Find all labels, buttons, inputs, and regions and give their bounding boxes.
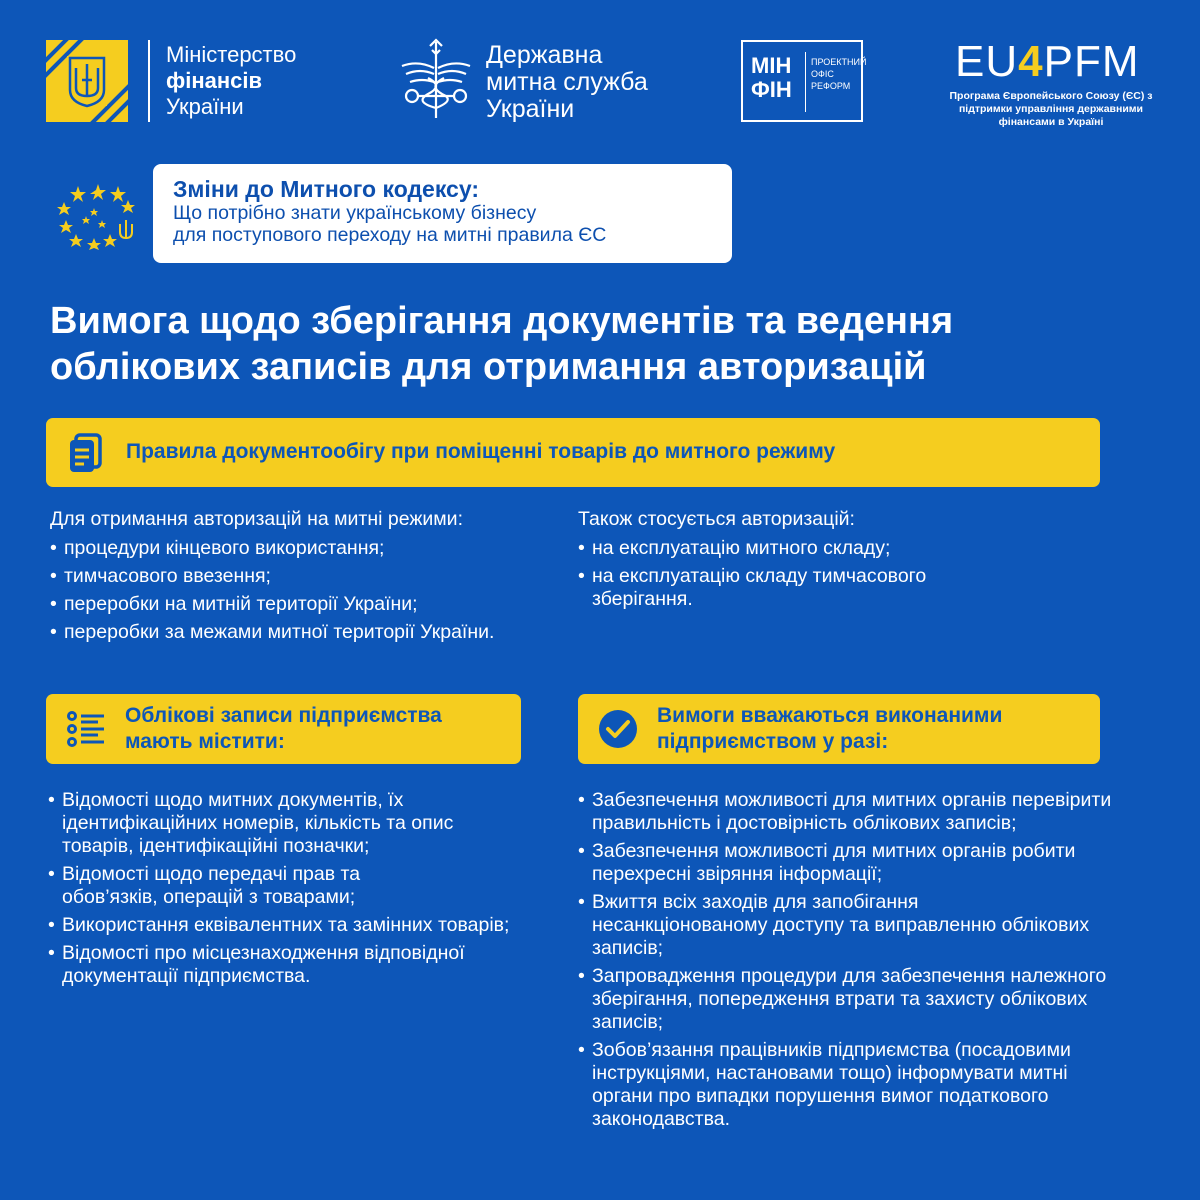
minfin-line2: фінансів bbox=[166, 68, 263, 93]
customs-logo-text bbox=[486, 42, 648, 123]
reform-office-small3: РЕФОРМ bbox=[811, 81, 851, 91]
section3-heading bbox=[657, 703, 1002, 755]
section2-list bbox=[48, 789, 528, 988]
section2-heading bbox=[125, 703, 442, 755]
section3-heading-line1: Вимоги вважаються виконаними bbox=[657, 704, 1003, 727]
reform-office-divider bbox=[805, 52, 806, 112]
section3-list bbox=[578, 789, 1153, 1131]
list-item: • переробки за межами митної території України. bbox=[50, 621, 504, 644]
list-item: • переробки на митній території України; bbox=[50, 593, 550, 616]
list-item: • Зобов’язання працівників підприємства (посадовими інструкціями, настановами тощо) інформувати митні органи про випадки порушення вимог податкового законодавства. bbox=[578, 1039, 1132, 1131]
list-item: • Запровадження процедури для забезпечення належного зберігання, попередження втрати та захисту облікових записів; bbox=[578, 965, 1153, 1034]
eu4pfm-part3: PFM bbox=[1043, 37, 1140, 86]
list-item: • Відомості щодо передачі прав та обов’язків, операцій з товарами; bbox=[48, 863, 422, 909]
list-item: • на експлуатацію митного складу; bbox=[578, 537, 1048, 560]
minfin-line3: України bbox=[166, 94, 244, 119]
list-item: • на експлуатацію складу тимчасового зберігання. bbox=[578, 565, 1012, 611]
reform-office-big2: ФІН bbox=[751, 77, 792, 102]
section1-heading: Правила документообігу при поміщенні товарів до митного режиму bbox=[126, 440, 836, 463]
section1-right-list bbox=[578, 537, 1048, 611]
customs-line3: України bbox=[486, 95, 575, 123]
minfin-logo-emblem bbox=[46, 40, 128, 122]
minfin-divider bbox=[148, 40, 150, 122]
list-item: • Відомості щодо митних документів, їх ідентифікаційних номерів, кількість та опис товарів, ідентифікаційні позначки; bbox=[48, 789, 528, 858]
list-item: • Забезпечення можливості для митних органів робити перехресні звіряння інформації; bbox=[578, 840, 1112, 886]
list-item: • Вжиття всіх заходів для запобігання несанкціонованому доступу та виправленню облікових записів; bbox=[578, 891, 1092, 960]
eu-stars-icon bbox=[56, 180, 146, 250]
section2-heading-bar bbox=[46, 694, 521, 764]
reform-office-small2: ОФІС bbox=[811, 69, 834, 79]
section1-heading-bar bbox=[46, 418, 1100, 487]
list-item: • Використання еквівалентних та замінних товарів; bbox=[48, 914, 528, 937]
eu4pfm-caption: Програма Європейського Союзу (ЄС) з підтримки управління державними фінансами в Україні bbox=[949, 90, 1153, 128]
intro-line2: для поступового переходу на митні правила ЄС bbox=[173, 224, 607, 246]
intro-title: Зміни до Митного кодексу: bbox=[173, 176, 479, 202]
section3-heading-bar bbox=[578, 694, 1100, 764]
eu4pfm-part2: 4 bbox=[1018, 37, 1044, 86]
reform-office-caption bbox=[811, 56, 866, 92]
checklist-icon bbox=[64, 707, 108, 751]
section2-heading-line1: Облікові записи підприємства bbox=[125, 704, 442, 727]
minfin-logo-text bbox=[166, 42, 296, 120]
section3-heading-line2: підприємством у разі: bbox=[657, 730, 889, 753]
customs-line1: Державна bbox=[486, 41, 603, 69]
eu4pfm-logo bbox=[955, 37, 1140, 86]
section1-left-list bbox=[50, 537, 550, 644]
list-item: • процедури кінцевого використання; bbox=[50, 537, 550, 560]
list-item: • тимчасового ввезення; bbox=[50, 565, 550, 588]
page-title-line1: Вимога щодо зберігання документів та ведення bbox=[50, 300, 954, 342]
section2-list-column bbox=[48, 789, 528, 993]
trident-icon bbox=[46, 40, 128, 122]
list-item: • Відомості про місцезнаходження відповідної документації підприємства. bbox=[48, 942, 512, 988]
section1-left-lead: Для отримання авторизацій на митні режими: bbox=[50, 508, 463, 530]
reform-office-small1: ПРОЕКТНИЙ bbox=[811, 57, 867, 67]
intro-card bbox=[153, 164, 732, 263]
section1-right-column bbox=[578, 508, 1048, 616]
page-title-line2: облікових записів для отримання авторизацій bbox=[50, 346, 927, 388]
eu4pfm-part1: EU bbox=[955, 37, 1019, 86]
check-circle-icon bbox=[596, 707, 640, 751]
section3-list-column bbox=[578, 789, 1153, 1136]
customs-line2: митна служба bbox=[486, 68, 648, 96]
page-title bbox=[50, 298, 1160, 390]
section1-right-lead: Також стосується авторизацій: bbox=[578, 508, 855, 530]
reform-office-big1: МІН bbox=[751, 53, 792, 78]
reform-office-mark bbox=[751, 54, 792, 102]
customs-emblem-icon bbox=[398, 38, 474, 122]
section2-heading-line2: мають містити: bbox=[125, 730, 285, 753]
minfin-line1: Міністерство bbox=[166, 42, 297, 67]
list-item: • Забезпечення можливості для митних органів перевірити правильність і достовірність облікових записів; bbox=[578, 789, 1153, 835]
intro-line1: Що потрібно знати українському бізнесу bbox=[173, 202, 537, 224]
section1-left-column bbox=[50, 508, 550, 649]
reform-office-logo bbox=[741, 40, 867, 122]
document-icon bbox=[64, 431, 108, 475]
